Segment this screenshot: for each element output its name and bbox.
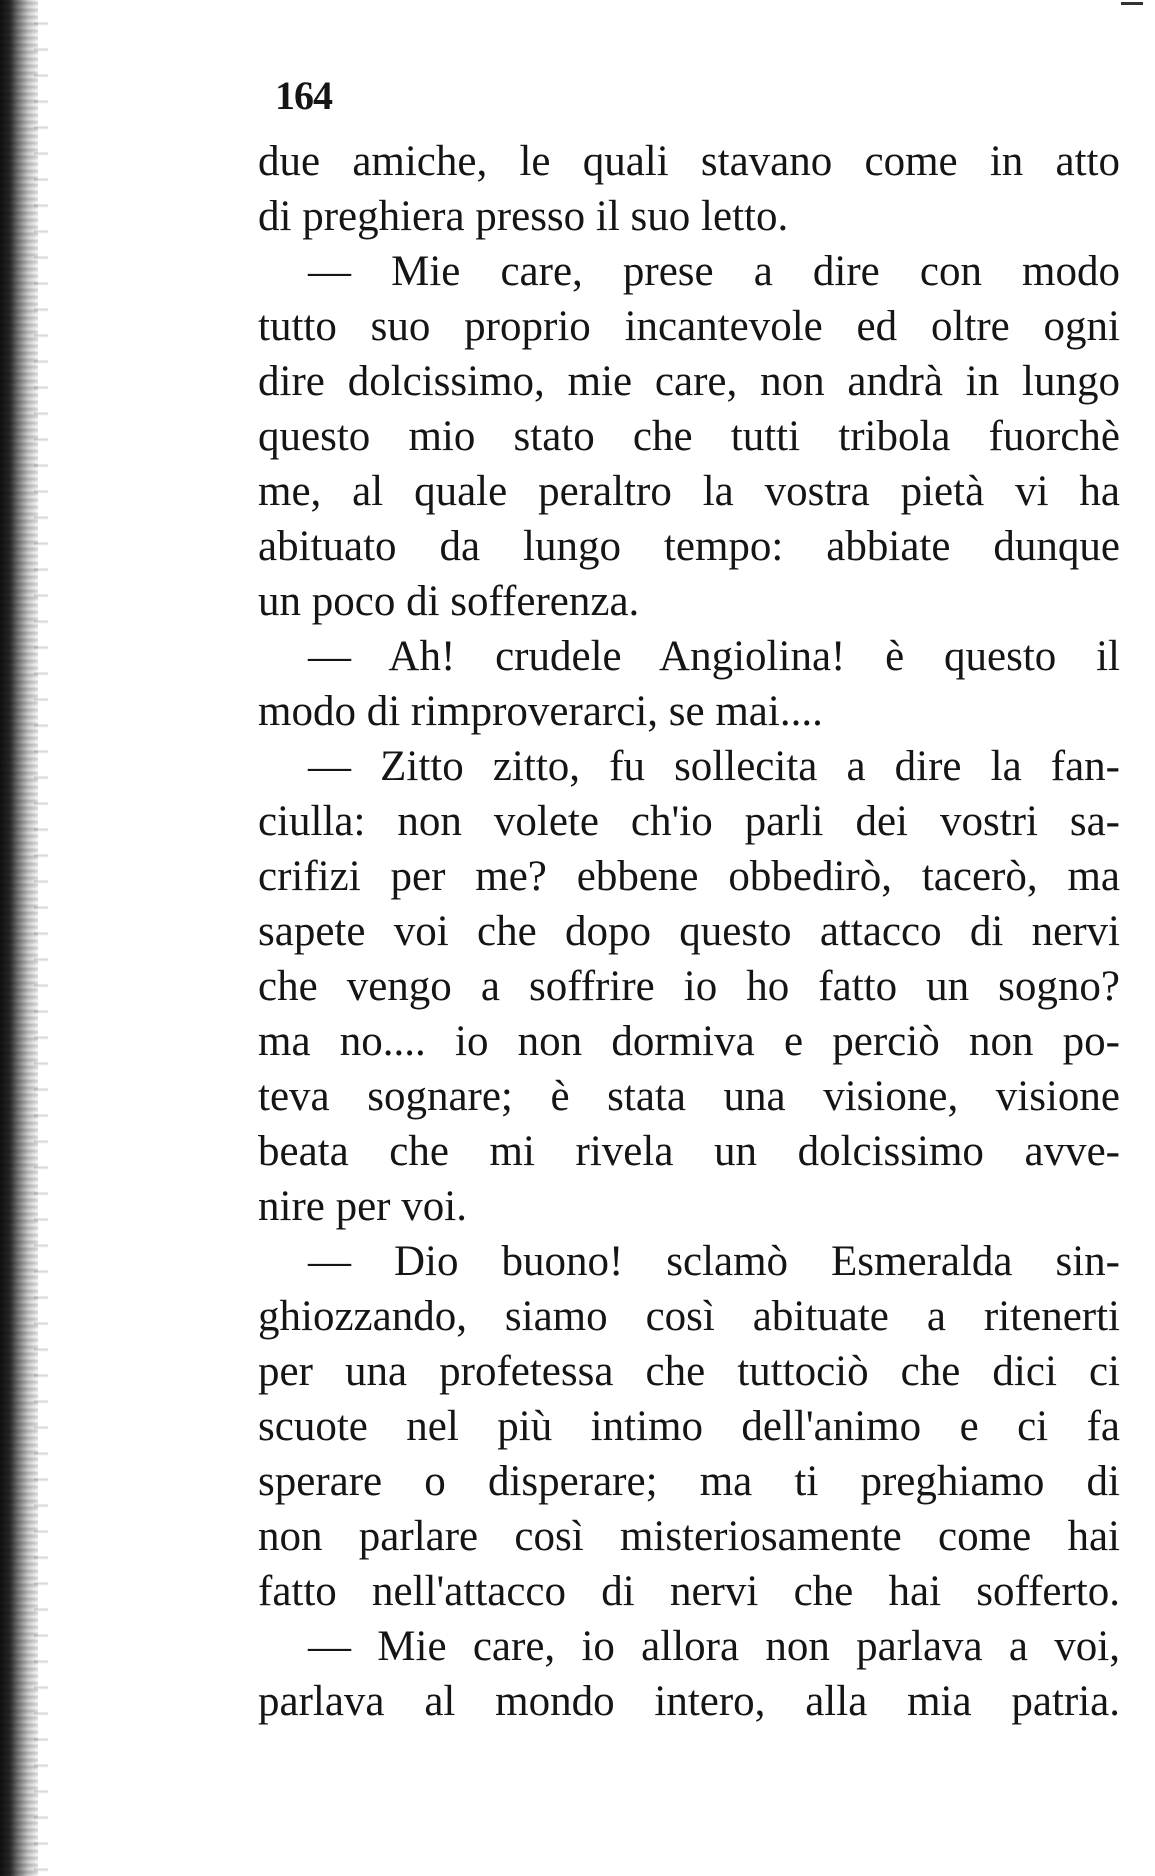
text-line: ciulla: non volete ch'io parli dei vostri sa- xyxy=(258,798,1120,845)
text-line: un poco di sofferenza. xyxy=(258,578,640,625)
text-line: — Zitto zitto, fu sollecita a dire la fan- xyxy=(308,743,1120,790)
text-line: due amiche, le quali stavano come in atto xyxy=(258,138,1120,185)
text-line: sapete voi che dopo questo attacco di nervi xyxy=(258,908,1120,955)
text-line: fatto nell'attacco di nervi che hai sofferto. xyxy=(258,1568,1120,1615)
scan-binding-specks xyxy=(34,0,48,1876)
body-text xyxy=(258,134,1120,1729)
text-line: non parlare così misteriosamente come hai xyxy=(258,1513,1120,1560)
text-line: crifizi per me? ebbene obbedirò, tacerò, ma xyxy=(258,853,1120,900)
text-line: — Mie care, io allora non parlava a voi, xyxy=(308,1623,1120,1670)
scan-binding-edge xyxy=(0,0,38,1876)
text-line: — Dio buono! sclamò Esmeralda sin- xyxy=(308,1238,1120,1285)
text-line: ma no.... io non dormiva e perciò non po- xyxy=(258,1018,1120,1065)
text-line: di preghiera presso il suo letto. xyxy=(258,193,789,240)
text-line: dire dolcissimo, mie care, non andrà in lungo xyxy=(258,358,1120,405)
text-line: questo mio stato che tutti tribola fuorchè xyxy=(258,413,1120,460)
text-line: tutto suo proprio incantevole ed oltre ogni xyxy=(258,303,1120,350)
page-number: 164 xyxy=(275,73,332,118)
text-line: me, al quale peraltro la vostra pietà vi ha xyxy=(258,468,1120,515)
text-line: scuote nel più intimo dell'animo e ci fa xyxy=(258,1403,1120,1450)
text-line: per una profetessa che tuttociò che dici ci xyxy=(258,1348,1120,1395)
text-line: nire per voi. xyxy=(258,1183,467,1230)
text-line: beata che mi rivela un dolcissimo avve- xyxy=(258,1128,1120,1175)
text-line: parlava al mondo intero, alla mia patria. xyxy=(258,1678,1120,1725)
text-line: — Ah! crudele Angiolina! è questo il xyxy=(308,633,1120,680)
text-line: sperare o disperare; ma ti preghiamo di xyxy=(258,1458,1120,1505)
text-line: che vengo a soffrire io ho fatto un sogno? xyxy=(258,963,1120,1010)
text-line: teva sognare; è stata una visione, visione xyxy=(258,1073,1120,1120)
text-line: — Mie care, prese a dire con modo xyxy=(308,248,1120,295)
scan-corner-mark xyxy=(1121,2,1143,5)
text-line: abituato da lungo tempo: abbiate dunque xyxy=(258,523,1120,570)
text-line: modo di rimproverarci, se mai.... xyxy=(258,688,823,735)
text-line: ghiozzando, siamo così abituate a ritenerti xyxy=(258,1293,1120,1340)
